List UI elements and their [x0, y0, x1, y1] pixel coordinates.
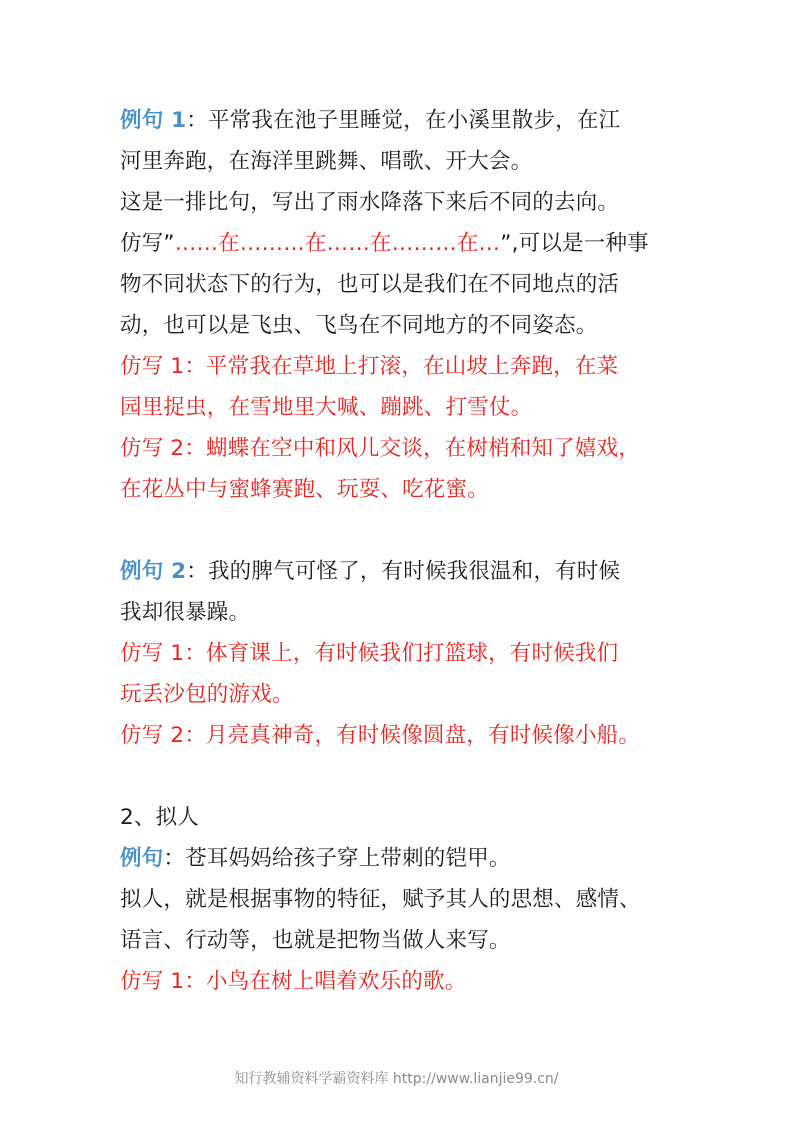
- imitation-2-line-1: 仿写 2：蝴蝶在空中和风儿交谈，在树梢和知了嬉戏，: [120, 436, 641, 461]
- imitation-1-line-1: 仿写 1：平常我在草地上打滚，在山坡上奔跑，在菜: [120, 354, 619, 379]
- example-1-label: 例句 1: [120, 108, 187, 133]
- spacer: [120, 756, 680, 797]
- section-heading: 2、拟人: [120, 805, 199, 830]
- imitation-instruction-line-2: 物不同状态下的行为，也可以是我们在不同地点的活: [120, 272, 620, 297]
- personification-definition-line-2: 语言、行动等，也就是把物当做人来写。: [120, 928, 511, 953]
- example-1-explanation: 这是一排比句，写出了雨水降落下来后不同的去向。: [120, 190, 620, 215]
- example-2-imitation-1-line-1: 仿写 1：体育课上，有时候我们打篮球，有时候我们: [120, 641, 619, 666]
- personification-definition-line-1: 拟人，就是根据事物的特征，赋予其人的思想、感情、: [120, 887, 641, 912]
- example-2-line-1: [120, 551, 680, 592]
- section-2-example-line: [120, 838, 680, 879]
- page-footer: 知行教辅资料学霸资料库 http://www.lianjie99.cn/: [234, 1071, 559, 1087]
- example-2-imitation-1-line-2: 玩丢沙包的游戏。: [120, 682, 294, 707]
- example-2-text: ：我的脾气可怪了，有时候我很温和，有时候: [186, 559, 621, 584]
- section-2-example-label: 例句: [120, 846, 164, 871]
- example-1-line-1: [120, 100, 680, 141]
- section-2-imitation-1: 仿写 1：小鸟在树上唱着欢乐的歌。: [120, 969, 467, 994]
- instruction-pattern: ……在………在……在………在…: [174, 231, 501, 256]
- example-2-line-2: 我却很暴躁。: [120, 600, 251, 625]
- imitation-1-line-2: 园里捉虫，在雪地里大喊、蹦跳、打雪仗。: [120, 395, 533, 420]
- spacer: [120, 510, 680, 551]
- example-1-text: ：平常我在池子里睡觉，在小溪里散步，在江: [186, 108, 621, 133]
- imitation-2-line-2: 在花丛中与蜜蜂赛跑、玩耍、吃花蜜。: [120, 477, 489, 502]
- imitation-instruction-line-3: 动，也可以是飞虫、飞鸟在不同地方的不同姿态。: [120, 313, 598, 338]
- section-2-example-text: ：苍耳妈妈给孩子穿上带刺的铠甲。: [163, 846, 511, 871]
- instruction-suffix: ”,可以是一种事: [500, 231, 649, 256]
- document-body: [120, 100, 680, 1002]
- example-2-imitation-2: 仿写 2：月亮真神奇，有时候像圆盘，有时候像小船。: [120, 723, 641, 748]
- example-1-line-2: 河里奔跑，在海洋里跳舞、唱歌、开大会。: [120, 149, 533, 174]
- imitation-instruction-line-1: [120, 223, 680, 264]
- example-2-label: 例句 2: [120, 559, 187, 584]
- instruction-prefix: 仿写”: [120, 231, 175, 256]
